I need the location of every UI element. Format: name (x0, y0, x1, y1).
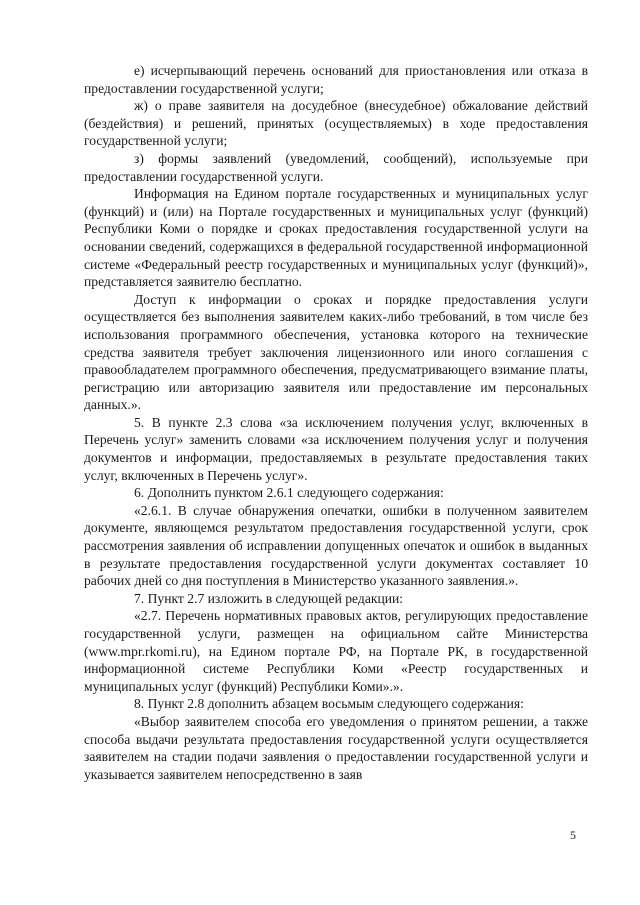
paragraph-2-7: «2.7. Перечень нормативных правовых актов, регулирующих предоставление государственной услуги, размещен на официальном сайте Министерства (www.mpr.rkomi.ru), на Едином портале РФ, на Портале РК, в государственной информационной системе Республики Коми «Реестр государственных и муниципальных услуг (функций) Республики Коми».». (84, 608, 588, 694)
paragraph-choice: «Выбор заявителем способа его уведомления о принятом решении, а также способа выдачи результата предоставления государственной услуги осуществляется заявителем на стадии подачи заявления о предоставлении государственной услуги и указывается заявителем непосредственно в заяв (84, 713, 588, 782)
paragraph-item-7: 7. Пункт 2.7 изложить в следующей редакции: (134, 590, 404, 606)
paragraph-portal-info: Информация на Едином портале государственных и муниципальных услуг (функций) и (или) на Портале государственных и муниципальных услуг (функций) Республики Коми о порядке и сроках предоставления государственной услуги на основании сведений, содержащихся в федеральной государственной информационной системе «Федеральный реестр государственных и муниципальных услуг (функций)», представляется заявителю бесплатно. (84, 186, 588, 290)
page-number: 5 (570, 828, 576, 842)
paragraph-e: е) исчерпывающий перечень оснований для приостановления или отказа в предоставлении государственной услуги; (84, 63, 588, 96)
paragraph-zh: ж) о праве заявителя на досудебное (внесудебное) обжалование действий (бездействия) и решений, принятых (осуществляемых) в ходе предоставления государственной услуги; (84, 98, 588, 149)
paragraph-item-8: 8. Пункт 2.8 дополнить абзацем восьмым следующего содержания: (134, 696, 524, 712)
paragraph-item-6: 6. Дополнить пунктом 2.6.1 следующего содержания: (134, 485, 444, 501)
paragraph-item-5: 5. В пункте 2.3 слова «за исключением получения услуг, включенных в Перечень услуг» заменить словами «за исключением получения услуг и получения документов и информации, предоставляемых в результате предоставления таких услуг, включенных в Перечень услуг». (84, 414, 588, 483)
paragraph-z: з) формы заявлений (уведомлений, сообщений), используемые при предоставлении государственной услуги. (84, 150, 588, 184)
paragraph-access-info: Доступ к информации о сроках и порядке предоставления услуги осуществляется без выполнения заявителем каких-либо требований, в том числе без использования программного обеспечения, установка которого на технические средства заявителя требует заключения лицензионного или иного соглашения с правообладателем программного обеспечения, предусматривающего взимание платы, регистрацию или авторизацию заявителя или предоставление им персональных данных.». (84, 291, 588, 413)
paragraph-2-6-1: «2.6.1. В случае обнаружения опечатки, ошибки в полученном заявителем документе, являющемся результатом предоставления государственной услуги, срок рассмотрения заявления об исправлении допущенных опечаток и ошибок в выданных в результате предоставления государственной услуги документах составляет 10 рабочих дней со дня поступления в Министерство указанного заявления.». (84, 502, 588, 589)
